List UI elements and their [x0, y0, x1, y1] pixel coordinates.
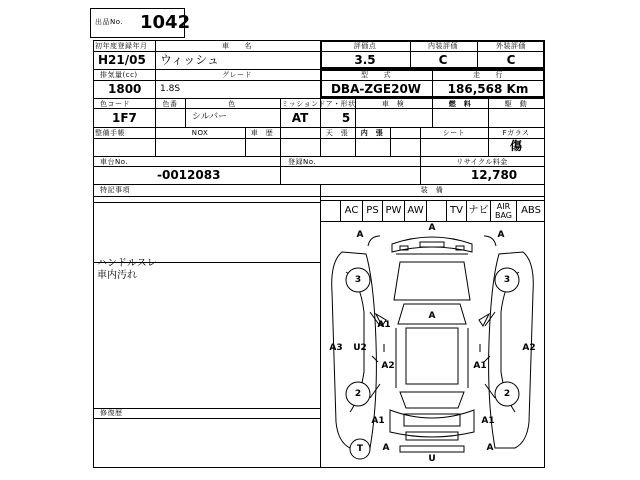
mileage-header: 走 行 — [473, 71, 503, 79]
equipment-pw: PW — [382, 201, 404, 221]
damage-rear-door-left: A2 — [381, 361, 395, 371]
interior-value: C — [438, 53, 448, 67]
history-header: 車 歴 — [250, 129, 274, 137]
damage-fender-right: 3 — [503, 275, 511, 285]
damage-rear-right: A1 — [481, 416, 495, 426]
equipment-airbag: AIR BAG — [490, 201, 516, 221]
f-glass-header: Fガラス — [502, 129, 530, 137]
exterior-header: 外装評価 — [496, 42, 526, 50]
damage-rear-left: A1 — [371, 416, 385, 426]
damage-rear-bumper: U — [428, 454, 436, 464]
repair-header: 修復歴 — [100, 409, 123, 417]
damage-right-side: A2 — [522, 343, 536, 353]
color-value: シルバー — [192, 112, 228, 122]
mission-value: AT — [291, 111, 309, 125]
damage-rear-door-right: A1 — [473, 361, 487, 371]
displacement-value: 1800 — [108, 82, 142, 96]
damage-hood: A — [428, 311, 436, 321]
color-header: 色 — [228, 100, 236, 108]
color-code-value: 1F7 — [112, 111, 137, 125]
remarks-line-1: ハンドルスレ — [97, 258, 157, 269]
exterior-value: C — [506, 53, 516, 67]
first-reg-value: H21/05 — [98, 53, 146, 67]
recycle-value: 12,780 — [470, 168, 518, 182]
damage-left-side: A3 — [329, 343, 343, 353]
damage-tail-left: A — [382, 443, 390, 453]
first-reg-header: 初年度登録年月 — [95, 42, 148, 50]
f-glass-value: 傷 — [509, 139, 523, 153]
sunroof-header: 天 張 — [325, 129, 349, 137]
displacement-header: 排気量(cc) — [100, 71, 138, 79]
damage-windshield-left: A1 — [377, 320, 391, 330]
seat-header: シート — [442, 129, 466, 137]
model-header: 型 式 — [361, 71, 391, 79]
doors-value: 5 — [341, 111, 351, 125]
score-value: 3.5 — [354, 53, 376, 67]
manual-header: 整備手帳 — [95, 129, 125, 137]
inspection-header: 車 検 — [381, 100, 405, 108]
drive-header: 駆 動 — [504, 100, 528, 108]
mileage-value: 186,568 Km — [447, 82, 529, 96]
damage-left-side-u: U2 — [353, 343, 367, 353]
chassis-value: -0012083 — [157, 168, 221, 182]
nox-header: NOX — [191, 129, 209, 137]
equipment-aw: AW — [404, 201, 426, 221]
model-value: DBA-ZGE20W — [330, 82, 422, 96]
remarks-header: 特記事項 — [100, 186, 130, 194]
recycle-header: リサイクル料金 — [456, 158, 508, 166]
damage-fender-left: 3 — [354, 275, 362, 285]
car-name-header: 車 名 — [222, 42, 252, 50]
registration-header: 登録No. — [288, 158, 317, 166]
equipment-ps: PS — [362, 201, 382, 221]
remarks-line-2: 車内汚れ — [97, 270, 137, 281]
equipment-blank — [426, 201, 446, 221]
fuel-header: 燃 料 — [448, 100, 472, 108]
grade-header: グレード — [222, 71, 252, 79]
doors-header: ドア・形状 — [318, 100, 356, 108]
chassis-header: 車台No. — [100, 158, 129, 166]
equipment-header: 装 備 — [420, 186, 444, 194]
damage-tail-right: A — [486, 443, 494, 453]
grade-value: 1.8S — [160, 84, 181, 94]
equipment-navi: ナビ — [466, 201, 490, 221]
lot-number-label: 出品No. — [95, 18, 124, 26]
color-no-header: 色番 — [162, 100, 178, 108]
equipment-ac: AC — [340, 201, 362, 221]
mission-header: ミッション — [281, 100, 319, 108]
damage-quarter-left: 2 — [354, 389, 362, 399]
damage-front-right: A — [497, 230, 505, 240]
damage-tire: T — [356, 444, 364, 454]
score-header: 評価点 — [353, 42, 377, 50]
lot-number: 1042 — [140, 12, 191, 33]
car-name-value: ウィッシュ — [160, 53, 220, 67]
color-code-header: 色コード — [100, 100, 130, 108]
equipment-abs: ABS — [516, 201, 545, 221]
equipment-tv: TV — [446, 201, 466, 221]
interior-header: 内装評価 — [428, 42, 458, 50]
damage-quarter-right: 2 — [503, 389, 511, 399]
damage-front: A — [428, 223, 436, 233]
interior-upholstery-header: 内 張 — [360, 129, 384, 137]
damage-front-left: A — [356, 230, 364, 240]
